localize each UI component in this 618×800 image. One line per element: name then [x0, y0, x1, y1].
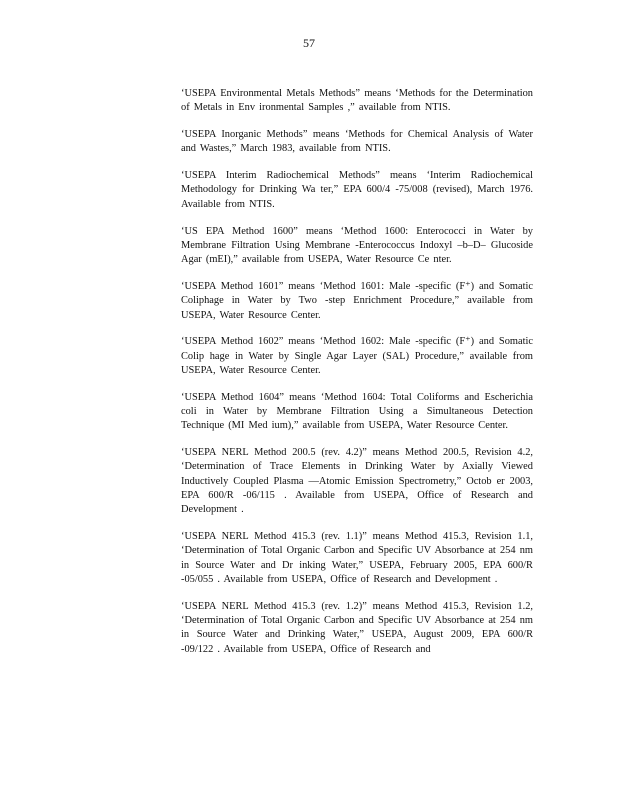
- definition-usepa-environmental-metals-methods: ‘USEPA Environmental Metals Methods” means ‘Methods for the Determination of Metals in Env ironmental Samples ,” available from NTIS.: [181, 88, 533, 114]
- definition-usepa-nerl-method-200-5: ‘USEPA NERL Method 200.5 (rev. 4.2)” means Method 200.5, Revision 4.2, ‘Determination of Trace Elements in Drinking Water by Axially Viewed Inductively Coupled Plasma —Atomic Emission Spectrometry,” Octob er 2003, EPA 600/R -06/115 . Available from USEPA, Office of Research and Development .: [181, 447, 533, 516]
- page-number: 57: [303, 36, 315, 50]
- definition-usepa-method-1602: ‘USEPA Method 1602” means ‘Method 1602: Male -specific (F⁺) and Somatic Colip hage in Water by Single Agar Layer (SAL) Procedure,” available from USEPA, Water Resource Center.: [181, 336, 533, 376]
- definition-usepa-method-1604: ‘USEPA Method 1604” means ‘Method 1604: Total Coliforms and Escherichia coli in Water by Membrane Filtration Using a Simultaneous Detection Technique (MI Med ium),” available from USEPA, Water Resource Center.: [181, 391, 533, 432]
- definition-usepa-interim-radiochemical-methods: ‘USEPA Interim Radiochemical Methods” means ‘Interim Radiochemical Methodology for Drinking Wa ter,” EPA 600/4 -75/008 (revised), March 1976. Available from NTIS.: [181, 170, 533, 210]
- definition-usepa-method-1601: ‘USEPA Method 1601” means ‘Method 1601: Male -specific (F⁺) and Somatic Coliphage in Water by Two -step Enrichment Procedure,” available from USEPA, Water Resource Center.: [181, 280, 533, 321]
- definition-usepa-nerl-method-415-3-rev-1-1: ‘USEPA NERL Method 415.3 (rev. 1.1)” means Method 415.3, Revision 1.1, ‘Determination of Total Organic Carbon and Specific UV Absorbance at 254 nm in Source Water and Dr inking Water,” USEPA, February 2005, EPA 600/R -05/055 . Available from USEPA, Office of Research and Development .: [181, 531, 533, 586]
- definitions-list: [181, 87, 533, 670]
- definition-usepa-nerl-method-415-3-rev-1-2: ‘USEPA NERL Method 415.3 (rev. 1.2)” means Method 415.3, Revision 1.2, ‘Determination of Total Organic Carbon and Specific UV Absorbance at 254 nm in Source Water and Drinking Water,” USEPA, August 2009, EPA 600/R -09/122 . Available from USEPA, Office of Research and: [181, 600, 533, 655]
- definition-usepa-inorganic-methods: ‘USEPA Inorganic Methods” means ‘Methods for Chemical Analysis of Water and Wastes,” March 1983, available from NTIS.: [181, 129, 533, 155]
- definition-usepa-method-1600: ‘US EPA Method 1600” means ‘Method 1600: Enterococci in Water by Membrane Filtration Using Membrane -Enterococcus Indoxyl –b–D– Glucoside Agar (mEI),” available from USEPA, Water Resource Ce nter.: [181, 225, 533, 266]
